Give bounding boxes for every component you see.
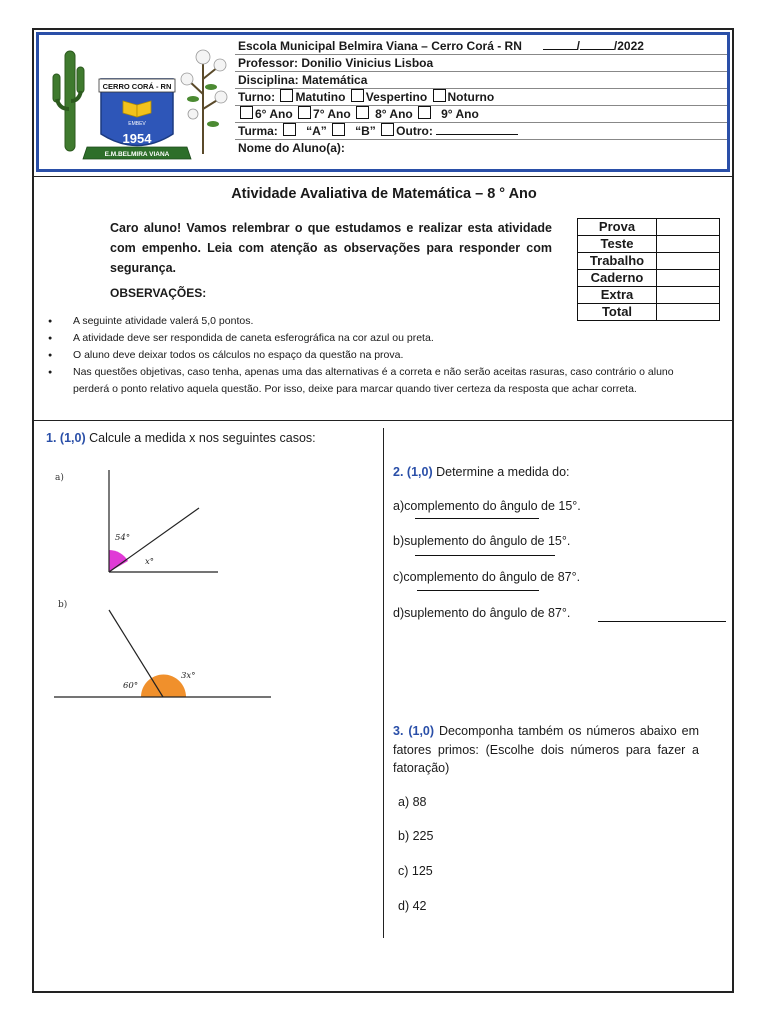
- turma-line: [235, 123, 727, 140]
- logo-banner: E.M.BELMIRA VIANA: [104, 151, 170, 158]
- grade-label-teste: Teste: [578, 236, 657, 253]
- grade-value-trabalho[interactable]: [657, 253, 720, 270]
- grade-value-prova[interactable]: [657, 219, 720, 236]
- turno-label: Turno:: [238, 90, 276, 104]
- ano-9-label: 9° Ano: [441, 107, 479, 121]
- turno-noturno-label: Noturno: [447, 90, 495, 104]
- q2-item-b-letter: b): [393, 534, 405, 548]
- ano-8-checkbox[interactable]: [356, 106, 369, 119]
- q2-number: 2.: [393, 465, 404, 479]
- q2-answer-a-line[interactable]: [415, 518, 539, 519]
- school-line: Escola Municipal Belmira Viana – Cerro Corá - RN / /2022: [235, 38, 727, 55]
- nome-line: [235, 140, 727, 156]
- fig-a-angle2-label: x°: [145, 557, 155, 567]
- ano-9-checkbox[interactable]: [418, 106, 431, 119]
- q3-heading: [393, 722, 699, 778]
- q2-answer-c-line[interactable]: [417, 590, 539, 591]
- date-year: /2022: [613, 39, 644, 53]
- ano-line: [235, 106, 727, 123]
- turma-a-label: “A”: [306, 124, 327, 138]
- turno-matutino-label: Matutino: [295, 90, 346, 104]
- turma-label: Turma:: [238, 124, 278, 138]
- q2-item-d-text: suplemento do ângulo de 87°.: [404, 606, 571, 620]
- q2-item-b: [393, 534, 570, 548]
- q2-item-c-text: complemento do ângulo de 87°.: [403, 570, 581, 584]
- q2-item-b-text: suplemento do ângulo de 15°.: [404, 534, 571, 548]
- turno-vespertino-label: Vespertino: [365, 90, 428, 104]
- q3-points: (1,0): [408, 724, 435, 738]
- observacoes-list: [48, 313, 688, 398]
- observacoes-title: OBSERVAÇÕES:: [110, 286, 207, 300]
- turma-a-checkbox[interactable]: [283, 123, 296, 136]
- intro-text: Caro aluno! Vamos relembrar o que estudamos e realizar esta atividade com empenho. Leia com atenção as observações para responder com segurança.: [110, 221, 552, 275]
- q2-item-a-letter: a): [393, 499, 405, 513]
- section-divider: [34, 420, 732, 421]
- ano-6-checkbox[interactable]: [240, 106, 253, 119]
- q3-item-c: c) 125: [398, 864, 433, 878]
- q1-number: 1.: [46, 431, 57, 445]
- turno-line: [235, 89, 727, 106]
- fig-b-angle2-label: 3x°: [181, 671, 196, 681]
- logo-year: 1954: [122, 131, 152, 146]
- q1-text: Calcule a medida x nos seguintes casos:: [89, 431, 316, 445]
- fig-a-label: a): [55, 473, 64, 483]
- date-day-blank[interactable]: [543, 39, 577, 50]
- logo-top-text: CERRO CORÁ - RN: [102, 82, 172, 91]
- q3-item-a: a) 88: [398, 795, 427, 809]
- list-item: ● O aluno deve deixar todos os cálculos no espaço da questão na prova.: [48, 347, 688, 364]
- turma-outro-checkbox[interactable]: [381, 123, 394, 136]
- q2-heading: [393, 465, 570, 479]
- ano-7-label: 7° Ano: [313, 107, 351, 121]
- grade-value-teste[interactable]: [657, 236, 720, 253]
- turno-noturno-checkbox[interactable]: [433, 89, 446, 102]
- fig-b-angle1-label: 60°: [123, 681, 139, 691]
- q2-item-a-text: complemento do ângulo de 15°.: [404, 499, 581, 513]
- grade-label-extra: Extra: [578, 287, 657, 304]
- school-name: Escola Municipal Belmira Viana – Cerro Corá - RN: [238, 39, 522, 53]
- school-logo: [43, 39, 232, 165]
- logo-middle-text: EMBEV: [128, 121, 146, 127]
- q2-item-d-letter: d): [393, 606, 405, 620]
- q2-text: Determine a medida do:: [436, 465, 570, 479]
- list-item: ● Nas questões objetivas, caso tenha, apenas uma das alternativas é a correta e não serão aceitas rasuras, caso contrário o aluno perderá o ponto relativo aquela questão. Por isso, deixe para marcar quando tiver certeza da resposta que achar correta.: [48, 364, 688, 398]
- q3-text: Decomponha também os números abaixo em fatores primos: (Escolhe dois números para fazer a fatoração): [393, 724, 699, 775]
- q1-points: (1,0): [59, 431, 86, 445]
- q2-item-d: [393, 606, 570, 620]
- q2-item-c: [393, 570, 580, 584]
- list-item: ● A seguinte atividade valerá 5,0 pontos.: [48, 313, 688, 330]
- column-divider: [383, 428, 384, 938]
- turma-b-label: “B”: [355, 124, 376, 138]
- turma-outro-blank[interactable]: [436, 124, 518, 135]
- fig-b-angle-3x: [141, 675, 186, 698]
- fig-b-label: b): [58, 600, 68, 610]
- q2-points: (1,0): [406, 465, 433, 479]
- header-divider: [34, 176, 732, 177]
- header-box: [36, 32, 730, 172]
- turma-outro-label: Outro:: [396, 124, 433, 138]
- nome-label: Nome do Aluno(a):: [238, 141, 345, 155]
- page-title: Atividade Avaliativa de Matemática – 8 ° Ano: [231, 186, 537, 202]
- grade-label-prova: Prova: [578, 219, 657, 236]
- turno-matutino-checkbox[interactable]: [280, 89, 293, 102]
- q1-figures: [48, 462, 278, 712]
- ano-7-checkbox[interactable]: [298, 106, 311, 119]
- fig-a-angle1-label: 54°: [115, 533, 131, 543]
- ano-8-label: 8° Ano: [375, 107, 413, 121]
- grade-table: [577, 218, 720, 321]
- grade-value-caderno[interactable]: [657, 270, 720, 287]
- header-info: [235, 38, 727, 156]
- q3-item-d: d) 42: [398, 899, 427, 913]
- date-month-blank[interactable]: [580, 39, 614, 50]
- q2-answer-d-line[interactable]: [598, 621, 726, 622]
- q3-item-b: b) 225: [398, 829, 434, 843]
- q2-item-c-letter: c): [393, 570, 404, 584]
- q2-answer-b-line[interactable]: [415, 555, 555, 556]
- q1-heading: [46, 431, 316, 445]
- disciplina-line: Disciplina: Matemática: [235, 72, 727, 89]
- q2-item-a: [393, 499, 581, 513]
- grade-label-trabalho: Trabalho: [578, 253, 657, 270]
- grade-label-total: Total: [578, 304, 657, 321]
- q3-number: 3.: [393, 724, 404, 738]
- ano-6-label: 6° Ano: [255, 107, 293, 121]
- turno-vespertino-checkbox[interactable]: [351, 89, 364, 102]
- turma-b-checkbox[interactable]: [332, 123, 345, 136]
- list-item: ● A atividade deve ser respondida de caneta esferográfica na cor azul ou preta.: [48, 330, 688, 347]
- grade-value-extra[interactable]: [657, 287, 720, 304]
- professor-line: Professor: Donilio Vinicius Lisboa: [235, 55, 727, 72]
- grade-label-caderno: Caderno: [578, 270, 657, 287]
